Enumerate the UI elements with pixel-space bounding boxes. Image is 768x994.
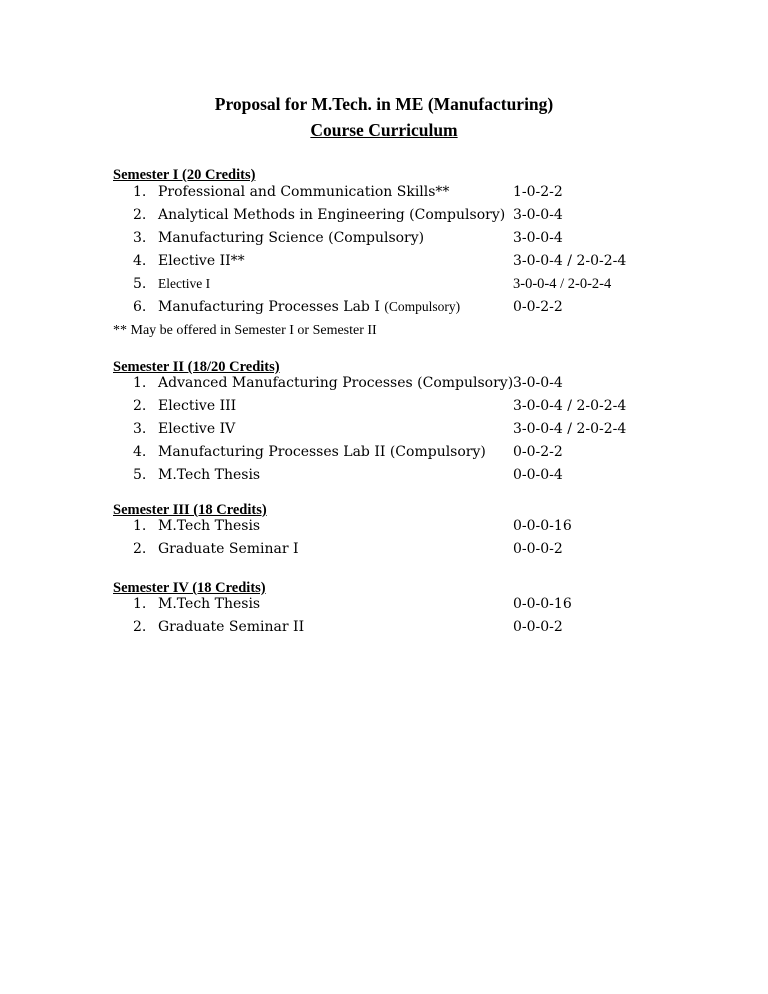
course-number: 5. bbox=[133, 276, 147, 292]
course-name: Advanced Manufacturing Processes (Compulsory) bbox=[158, 375, 514, 391]
course-credits: 3-0-0-4 / 2-0-2-4 bbox=[513, 421, 627, 437]
course-name-suffix: (Compulsory) bbox=[384, 299, 461, 314]
course-number: 3. bbox=[133, 230, 147, 246]
course-name: Graduate Seminar I bbox=[158, 541, 299, 557]
course-item bbox=[133, 421, 235, 437]
course-item bbox=[133, 518, 260, 534]
course-item bbox=[133, 253, 245, 269]
course-name: M.Tech Thesis bbox=[158, 467, 261, 483]
course-name: M.Tech Thesis bbox=[158, 518, 261, 534]
document-title: Proposal for M.Tech. in ME (Manufacturing) bbox=[214, 94, 554, 114]
course-item bbox=[133, 444, 486, 460]
course-credits: 0-0-0-4 bbox=[513, 467, 563, 483]
course-credits: 3-0-0-4 / 2-0-2-4 bbox=[513, 398, 627, 414]
course-item bbox=[133, 375, 513, 391]
course-credits: 3-0-0-4 bbox=[513, 375, 563, 391]
course-number: 1. bbox=[133, 596, 147, 612]
course-credits: 0-0-0-16 bbox=[513, 596, 572, 612]
course-item bbox=[133, 398, 236, 414]
course-item bbox=[133, 230, 424, 246]
course-number: 5. bbox=[133, 467, 147, 483]
course-name: Elective IV bbox=[158, 421, 236, 437]
course-number: 1. bbox=[133, 184, 147, 200]
course-number: 2. bbox=[133, 619, 147, 635]
course-credits: 3-0-0-4 / 2-0-2-4 bbox=[513, 253, 627, 269]
course-name: Elective III bbox=[158, 398, 237, 414]
course-number: 2. bbox=[133, 398, 147, 414]
course-item bbox=[133, 541, 299, 557]
course-credits: 3-0-0-4 / 2-0-2-4 bbox=[513, 276, 612, 292]
course-credits: 0-0-2-2 bbox=[513, 444, 563, 460]
semester-4-heading: Semester IV (18 Credits) bbox=[113, 580, 266, 596]
course-number: 1. bbox=[133, 518, 147, 534]
course-credits: 3-0-0-4 bbox=[513, 207, 563, 223]
course-credits: 1-0-2-2 bbox=[513, 184, 563, 200]
semester-1-heading: Semester I (20 Credits) bbox=[113, 167, 256, 183]
course-name: Analytical Methods in Engineering (Compulsory) bbox=[158, 207, 506, 223]
document-subtitle: Course Curriculum bbox=[310, 120, 458, 140]
course-credits: 0-0-0-16 bbox=[513, 518, 572, 534]
course-credits: 3-0-0-4 bbox=[513, 230, 563, 246]
course-number: 2. bbox=[133, 207, 147, 223]
course-number: 1. bbox=[133, 375, 147, 391]
course-name: Graduate Seminar II bbox=[158, 619, 305, 635]
semester-2-heading: Semester II (18/20 Credits) bbox=[113, 359, 280, 375]
course-number: 6. bbox=[133, 299, 147, 315]
course-name: Manufacturing Processes Lab II (Compulsory) bbox=[158, 444, 486, 460]
course-credits: 0-0-0-2 bbox=[513, 541, 563, 557]
course-name: Elective II** bbox=[158, 253, 245, 269]
course-name: Manufacturing Processes Lab I bbox=[158, 299, 380, 315]
course-credits: 0-0-2-2 bbox=[513, 299, 563, 315]
course-item bbox=[133, 276, 210, 292]
course-number: 2. bbox=[133, 541, 147, 557]
course-item bbox=[133, 299, 460, 315]
course-name: M.Tech Thesis bbox=[158, 596, 261, 612]
semester-3-heading: Semester III (18 Credits) bbox=[113, 502, 267, 518]
course-number: 3. bbox=[133, 421, 147, 437]
course-number: 4. bbox=[133, 253, 147, 269]
footnote: ** May be offered in Semester I or Semester II bbox=[113, 323, 377, 338]
course-name: Professional and Communication Skills** bbox=[158, 184, 450, 200]
course-name: Manufacturing Science (Compulsory) bbox=[158, 230, 425, 246]
course-item bbox=[133, 596, 260, 612]
course-item bbox=[133, 619, 304, 635]
course-number: 4. bbox=[133, 444, 147, 460]
course-item bbox=[133, 184, 449, 200]
course-credits: 0-0-0-2 bbox=[513, 619, 563, 635]
course-item bbox=[133, 467, 260, 483]
course-item bbox=[133, 207, 505, 223]
course-name: Elective I bbox=[158, 276, 211, 291]
